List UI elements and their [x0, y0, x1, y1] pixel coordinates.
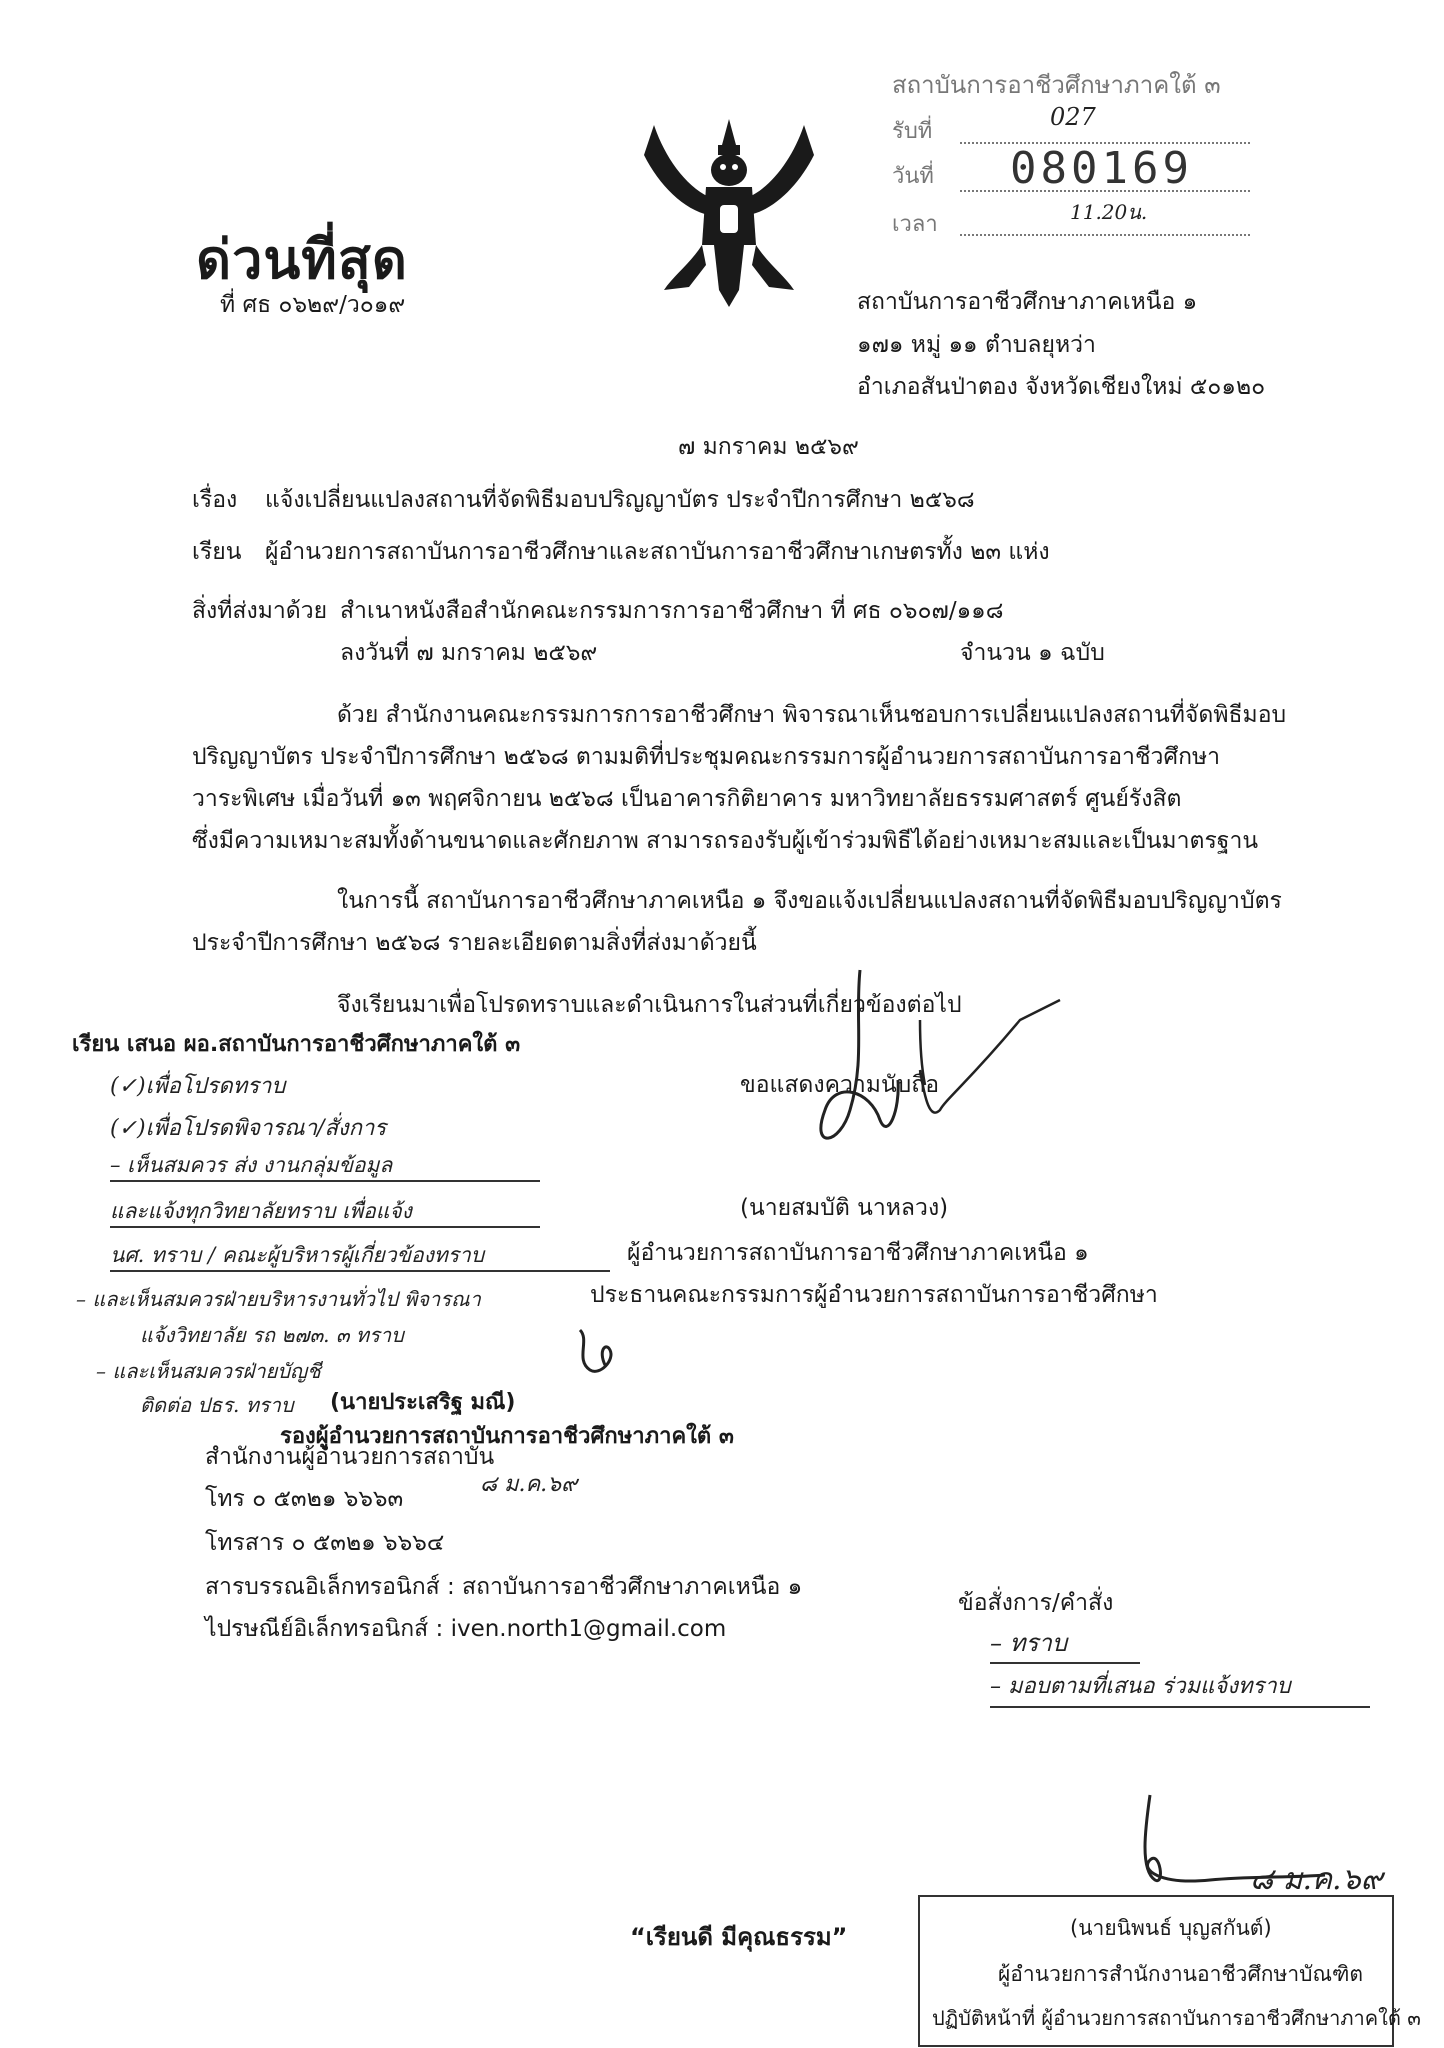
sender-signature: [770, 960, 1070, 1180]
annotation-handwriting-6: – และเห็นสมควรฝ่ายบัญชี: [96, 1359, 321, 1383]
closing-regards: ขอแสดงความนับถือ: [740, 1072, 940, 1098]
signer-name: (นายสมบัติ นาหลวง): [740, 1195, 949, 1221]
annotation-handwriting-2: และแจ้งทุกวิทยาลัยทราบ เพื่อแจ้ง: [110, 1199, 412, 1223]
order-underline-1: [990, 1662, 1140, 1664]
order-underline-2: [990, 1706, 1370, 1708]
footer-email: ไปรษณีย์อิเล็กทรอนิกส์ : iven.north1@gmail.com: [205, 1616, 727, 1642]
director-box: [918, 1895, 1421, 2047]
document-date: ๗ มกราคม ๒๕๖๙: [678, 434, 859, 460]
receipt-date-label: วันที่: [892, 164, 934, 189]
subject-label: เรื่อง: [192, 487, 238, 513]
annotation-date: ๘ ม.ค.๖๙: [480, 1472, 578, 1497]
enclosure-line-2: ลงวันที่ ๗ มกราคม ๒๕๖๙: [340, 640, 598, 666]
subject-text: แจ้งเปลี่ยนแปลงสถานที่จัดพิธีมอบปริญญาบัตร ประจำปีการศึกษา ๒๕๖๘: [265, 487, 975, 513]
director-name: (นายนิพนธ์ บุญสกันต์): [1070, 1916, 1272, 1940]
enclosure-count: จำนวน ๑ ฉบับ: [960, 640, 1105, 666]
sender-address-2: อำเภอสันป่าตอง จังหวัดเชียงใหม่ ๕๐๑๒๐: [857, 374, 1266, 400]
receipt-institute: สถาบันการอาชีวศึกษาภาคใต้ ๓: [892, 71, 1221, 99]
deputy-signature: [570, 1320, 630, 1380]
director-position-1: ผู้อำนวยการสำนักงานอาชีวศึกษาบัณฑิต: [998, 1962, 1364, 1986]
body-p2-line-1: ในการนี้ สถาบันการอาชีวศึกษาภาคเหนือ ๑ จึงขอแจ้งเปลี่ยนแปลงสถานที่จัดพิธีมอบปริญญาบัตร: [337, 888, 1282, 914]
signer-position-2: ประธานคณะกรรมการผู้อำนวยการสถาบันการอาชีวศึกษา: [590, 1282, 1158, 1308]
annotation-underline-2: [110, 1226, 540, 1228]
receipt-time-value: 11.20น.: [1070, 200, 1148, 224]
motto: “เรียนดี มีคุณธรรม”: [630, 1923, 848, 1951]
annotation-handwriting-1: – เห็นสมควร ส่ง งานกลุ่มข้อมูล: [110, 1153, 393, 1177]
annotation-handwriting-5: แจ้งวิทยาลัย รถ ๒๗๓. ๓ ทราบ: [140, 1323, 404, 1347]
signer-position-1: ผู้อำนวยการสถาบันการอาชีวศึกษาภาคเหนือ ๑: [627, 1240, 1089, 1266]
annotation-handwriting-4: – และเห็นสมควรฝ่ายบริหารงานทั่วไป พิจารณา: [76, 1287, 481, 1311]
annotation-underline-1: [110, 1180, 540, 1182]
document-number: ที่ ศธ ๐๖๒๙/ว๐๑๙: [220, 292, 406, 318]
body-p2-line-2: ประจำปีการศึกษา ๒๕๖๘ รายละเอียดตามสิ่งที่ส่งมาด้วยนี้: [192, 930, 757, 956]
sender-address-1: ๑๗๑ หมู่ ๑๑ ตำบลยุหว่า: [857, 332, 1096, 358]
annotation-heading: เรียน เสนอ ผอ.สถาบันการอาชีวศึกษาภาคใต้ ๓: [72, 1032, 521, 1057]
footer-esaraban: สารบรรณอิเล็กทรอนิกส์ : สถาบันการอาชีวศึกษาภาคเหนือ ๑: [205, 1574, 803, 1600]
footer-fax: โทรสาร ๐ ๕๓๒๑ ๖๖๖๔: [205, 1530, 445, 1556]
urgency-label: ด่วนที่สุด: [196, 228, 408, 291]
annotation-name: (นายประเสริฐ มณี): [330, 1390, 516, 1415]
body-p1-line-1: ด้วย สำนักงานคณะกรรมการการอาชีวศึกษา พิจารณาเห็นชอบการเปลี่ยนแปลงสถานที่จัดพิธีมอบ: [337, 702, 1287, 728]
annotation-option-ack: (✓)เพื่อโปรดทราบ: [110, 1074, 286, 1099]
body-p3: จึงเรียนมาเพื่อโปรดทราบและดำเนินการในส่วนที่เกี่ยวข้องต่อไป: [337, 992, 962, 1018]
receipt-time-label: เวลา: [892, 212, 938, 237]
annotation-handwriting-7: ติดต่อ ปธร. ทราบ: [140, 1393, 294, 1417]
body-p1-line-4: ซึ่งมีความเหมาะสมทั้งด้านขนาดและศักยภาพ สามารถรองรับผู้เข้าร่วมพิธีได้อย่างเหมาะสมและเป็นมาตรฐาน: [192, 828, 1259, 854]
director-position-2: ปฏิบัติหน้าที่ ผู้อำนวยการสถาบันการอาชีวศึกษาภาคใต้ ๓: [932, 2006, 1421, 2030]
footer-tel: โทร ๐ ๕๓๒๑ ๖๖๖๓: [205, 1486, 404, 1512]
body-p1-line-2: ปริญญาบัตร ประจำปีการศึกษา ๒๕๖๘ ตามมติที่ประชุมคณะกรรมการผู้อำนวยการสถาบันการอาชีวศึกษา: [192, 744, 1221, 770]
order-date: ๘ ม.ค.๖๙: [1250, 1862, 1383, 1897]
body-p1-line-3: วาระพิเศษ เมื่อวันที่ ๑๓ พฤศจิกายน ๒๕๖๘ เป็นอาคารกิติยาคาร มหาวิทยาลัยธรรมศาสตร์ ศูนย์รังสิต: [192, 786, 1182, 812]
sender-name: สถาบันการอาชีวศึกษาภาคเหนือ ๑: [857, 289, 1198, 315]
annotation-underline-3: [110, 1270, 610, 1272]
enclosure-label: สิ่งที่ส่งมาด้วย: [192, 598, 328, 624]
footer-office: สำนักงานผู้อำนวยการสถาบัน: [205, 1444, 495, 1470]
receipt-date-value: 080169: [1010, 143, 1193, 194]
recipient-text: ผู้อำนวยการสถาบันการอาชีวศึกษาและสถาบันการอาชีวศึกษาเกษตรทั้ง ๒๓ แห่ง: [265, 539, 1050, 565]
receipt-time-line: [960, 234, 1250, 236]
garuda-emblem: [634, 115, 824, 310]
annotation-position: รองผู้อำนวยการสถาบันการอาชีวศึกษาภาคใต้ ๓: [280, 1424, 734, 1449]
receipt-received-label: รับที่: [892, 119, 933, 144]
receipt-stamp: [880, 62, 1260, 242]
order-line-2: – มอบตามที่เสนอ ร่วมแจ้งทราบ: [990, 1674, 1291, 1699]
annotation-handwriting-3: นศ. ทราบ / คณะผู้บริหารผู้เกี่ยวข้องทราบ: [110, 1243, 485, 1267]
annotation-option-consider: (✓)เพื่อโปรดพิจารณา/สั่งการ: [110, 1116, 387, 1141]
order-line-1: – ทราบ: [990, 1629, 1068, 1657]
recipient-label: เรียน: [192, 539, 242, 565]
enclosure-line-1: สำเนาหนังสือสำนักคณะกรรมการการอาชีวศึกษา ที่ ศธ ๐๖๐๗/๑๑๘: [340, 598, 1004, 624]
order-label: ข้อสั่งการ/คำสั่ง: [958, 1590, 1114, 1616]
receipt-received-no: 027: [1050, 103, 1096, 131]
